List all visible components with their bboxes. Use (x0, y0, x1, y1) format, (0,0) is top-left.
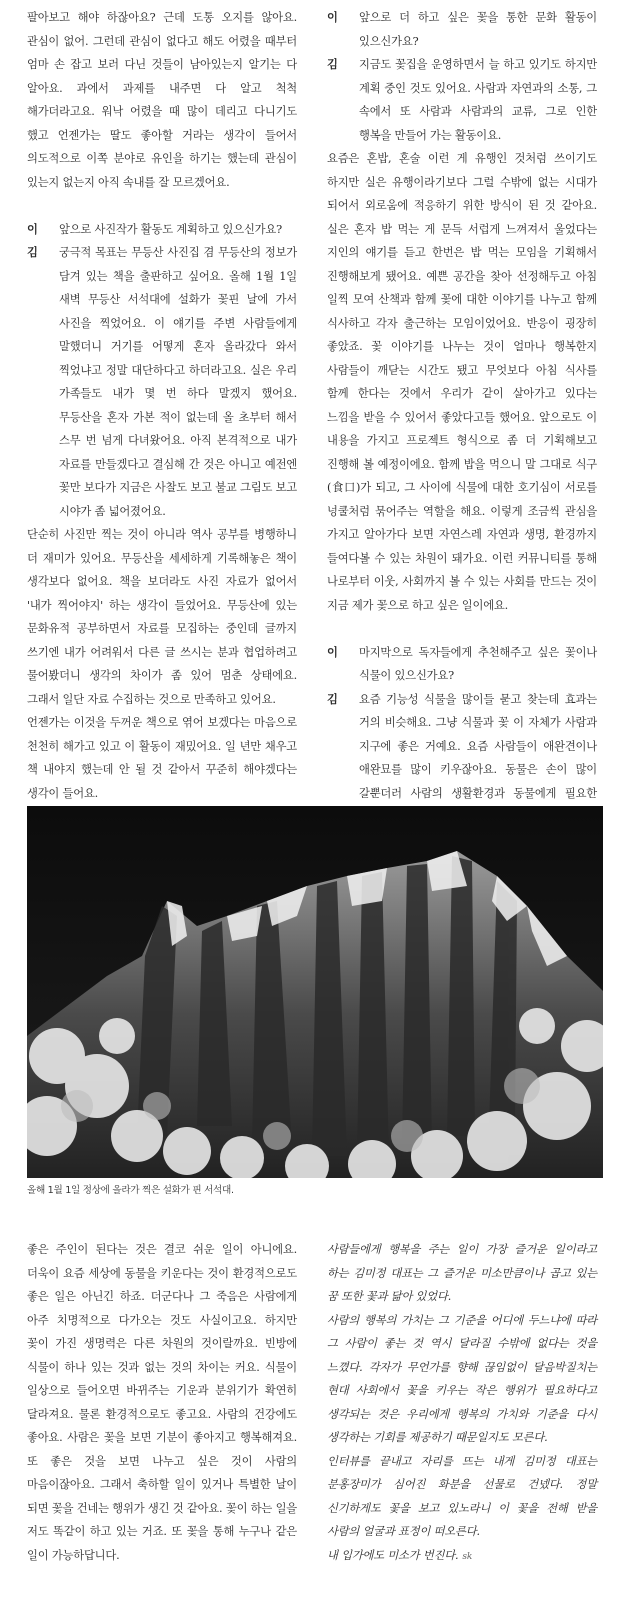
paragraph: 요즘은 혼밥, 혼술 이런 게 유행인 것처럼 쓰이기도 하지만 실은 유행이라기보다 그럴 수밖에 없는 시대가 되어서 외로움에 적응하기 위한 방식이 된 것 같아요. 실은 혼자 밥 먹는 게 문득 서럽게 느껴져서 울었다는 지인의 얘기를 듣고 한번은 밥 먹는 모임을 기획해서 진행해보게 됐어요. 예쁜 공간을 찾아 선정해두고 아침 일찍 모여 산책과 함께 꽃에 대한 이야기를 나누고 함께 식사하고 각자 출근하는 모임이었어요. 반응이 굉장히 좋았죠. 꽃 이야기를 나누는 것이 얼마나 행복한지 사람들이 깨닫는 시간도 됐고 무엇보다 아침 식사를 함께 한다는 것에서 우리가 같이 살아가고 있다는 느낌을 받을 수 있어서 좋았다고들 했어요. 앞으로도 이 내용을 가지고 프로젝트 형식으로 좀 더 기획해보고 진행해 볼 예정이에요. 함께 밥을 먹으니 말 그대로 식구(食口)가 되고, 그 사이에 식물에 대한 호기심이 서로를 넝쿨처럼 묶어주는 역할을 해요. 이렇게 조금씩 관심을 가지고 알아가다 보면 자연스레 자연과 생명, 환경까지 들여다볼 수 있는 차원이 돼가요. 이런 커뮤니티를 통해 나로부터 이웃, 사회까지 볼 수 있는 사회를 만드는 것이 지금 제가 꽃으로 하고 싶은 일이에요. (327, 152, 597, 612)
closing-line (327, 1544, 597, 1570)
answer-text: 지금도 꽃집을 운영하면서 늘 하고 있기도 하지만 계획 중인 것도 있어요. 사람과 자연과의 소통, 그 속에서 또 사람과 사람과의 교류, 그로 인한 행복을 만들어 가는 활동이요. (359, 58, 597, 142)
paragraph: 언젠가는 이것을 두꺼운 책으로 엮어 보겠다는 마음으로 천천히 해가고 있고 이 활동이 재밌어요. 일 년만 채우고 책 내야지 했는데 안 될 것 같아서 꾸준히 해야겠다는 생각이 들어요. (27, 716, 297, 800)
answer (327, 53, 597, 147)
speaker-label: 김 (27, 246, 38, 259)
frost-cliff-image (27, 806, 603, 1178)
question (327, 6, 597, 53)
question (327, 641, 597, 688)
answer (27, 241, 297, 523)
signature-mark: sk (462, 1551, 473, 1562)
paragraph: 단순히 사진만 찍는 것이 아니라 역사 공부를 병행하니 더 재미가 있어요. 무등산을 세세하게 기록해놓은 책이 생각보다 없어요. 책을 보더라도 사진 자료가 없어서 '내가 찍어야지' 하는 생각이 들었어요. 무등산에 있는 문화유적 공부하면서 자료를 모집하는 중인데 글까지 쓰기엔 내가 어려워서 다른 글 쓰시는 분과 협업하려고 물어봤더니 생각의 차이가 좀 있어 멈춘 상태에요. 그래서 일단 자료 수집하는 것으로 만족하고 있어요. (27, 528, 297, 706)
right-column-bottom (327, 1238, 597, 1569)
paragraph: 팔아보고 해야 하잖아요? 근데 도통 오지를 않아요. 관심이 없어. 그런데 관심이 없다고 해도 어렸을 때부터 엄마 손 잡고 보러 다닌 것들이 남아있는지 알기는 다 알아요. 과에서 과제를 내주면 다 알고 척척 해가더라고요. 워낙 어렸을 때 많이 데리고 다니기도 했고 언젠가는 딸도 좋아할 거라는 생각이 들어서 의도적으로 이쪽 분야로 유인을 하기는 했는데 관심이 있는지 없는지 아직 속내를 잘 모르겠어요. (27, 11, 297, 189)
answer-text: 요즘 기능성 식물을 많이들 묻고 찾는데 효과는 거의 비슷해요. 그냥 식물과 꽃 이 자체가 사람과 지구에 좋은 거예요. 요즘 사람들이 애완견이나 애완묘를 많이 키우잖아요. 동물은 손이 많이 갈뿐더러 사람의 생활환경과 동물에게 필요한 (359, 692, 597, 800)
question (27, 218, 297, 242)
photo-caption: 올해 1월 1일 정상에 올라가 찍은 설화가 핀 서석대. (27, 1185, 234, 1196)
speaker-label: 이 (27, 222, 38, 236)
paragraph: 인터뷰를 끝내고 자리를 뜨는 내게 김미정 대표는 분홍장미가 심어진 화분을 선물로 건넸다. 정말 신기하게도 꽃을 보고 있노라니 이 꽃을 전해 받을 사람의 얼굴과 표정이 떠오른다. (327, 1454, 597, 1538)
speaker-label: 이 (327, 645, 338, 659)
right-column-top (327, 6, 597, 829)
speaker-label: 이 (327, 11, 338, 24)
paragraph: 좋은 주인이 된다는 것은 결코 쉬운 일이 아니에요. 더욱이 요즘 세상에 동물을 키운다는 것이 환경적으로도 좋은 일은 아닌긴 하죠. 더군다나 그 죽음은 사람에게 아주 치명적으로 다가오는 것도 사실이고요. 하지만 꽃이 가진 생명력은 다른 차원의 것이랄까요. 빈방에 식물이 하나 있는 것과 없는 것의 차이는 커요. 식물이 일상으로 들어오면 바뀌주는 기운과 분위기가 확연히 달라져요. 물론 환경적으로도 좋고요. 사람의 건강에도 좋아요. 사람은 꽃을 보면 기분이 좋아지고 행복해져요. 또 좋은 것을 보면 나누고 싶은 것이 사람의 마음이잖아요. 그래서 축하할 일이 있거나 특별한 날이 되면 꽃을 건네는 행위가 생긴 것 같아요. 꽃이 하는 일을 저도 똑같이 하고 있는 거죠. 또 꽃을 통해 누구나 같은 일이 가능하답니다. (27, 1243, 297, 1562)
question-text: 앞으로 사진작가 활동도 계획하고 있으신가요? (59, 222, 282, 236)
answer-text: 궁극적 목표는 무등산 사진집 겸 무등산의 정보가 담겨 있는 책을 출판하고 싶어요. 올해 1월 1일 새벽 무등산 서석대에 설화가 꽃핀 날에 가서 사진을 찍었어요. 이 얘기를 주변 사람들에게 말했더니 거기를 어떻게 혼자 올라갔다 와서 찍었냐고 정말 대단하다고 하더라고요. 실은 우리 가족들도 내가 몇 번 하다 말겠지 했어요. 무등산을 혼자 가본 적이 없는데 올 초부터 해서 스무 번 넘게 다녀왔어요. 아직 본격적으로 내가 자료를 만들겠다고 결심해 간 것은 아니고 예전엔 꽃만 보다가 지금은 사찰도 보고 불교 그림도 보고 시야가 좀 넓어졌어요. (59, 246, 297, 518)
speaker-label: 김 (327, 692, 338, 706)
question-text: 마지막으로 독자들에게 추천해주고 싶은 꽃이나 식물이 있으신가요? (359, 645, 597, 682)
mountain-photo (27, 806, 603, 1178)
paragraph: 사람의 행복의 가치는 그 기준을 어디에 두느냐에 따라 그 사람이 좋는 것 역시 달라질 수밖에 없다는 것을 느꼈다. 각자가 무언가를 향해 끊임없이 달음박질치는 현대 사회에서 꽃을 키우는 작은 행위가 필요하다고 생각되는 것은 우리에게 행복의 가치와 기준을 다시 생각하는 기회를 제공하기 때문일지도 모른다. (327, 1313, 597, 1444)
closing-text: 내 입가에도 미소가 번진다. (327, 1548, 459, 1562)
speaker-label: 김 (327, 58, 338, 71)
paragraph: 사람들에게 행복을 주는 일이 가장 즐거운 일이라고 하는 김미정 대표는 그 즐거운 미소만큼이나 곱고 있는 꿈 또한 꽃과 닮아 있었다. (327, 1243, 597, 1303)
left-column-bottom (27, 1238, 297, 1567)
left-column-top (27, 6, 297, 805)
question-text: 앞으로 더 하고 싶은 꽃을 통한 문화 활동이 있으신가요? (359, 11, 597, 48)
